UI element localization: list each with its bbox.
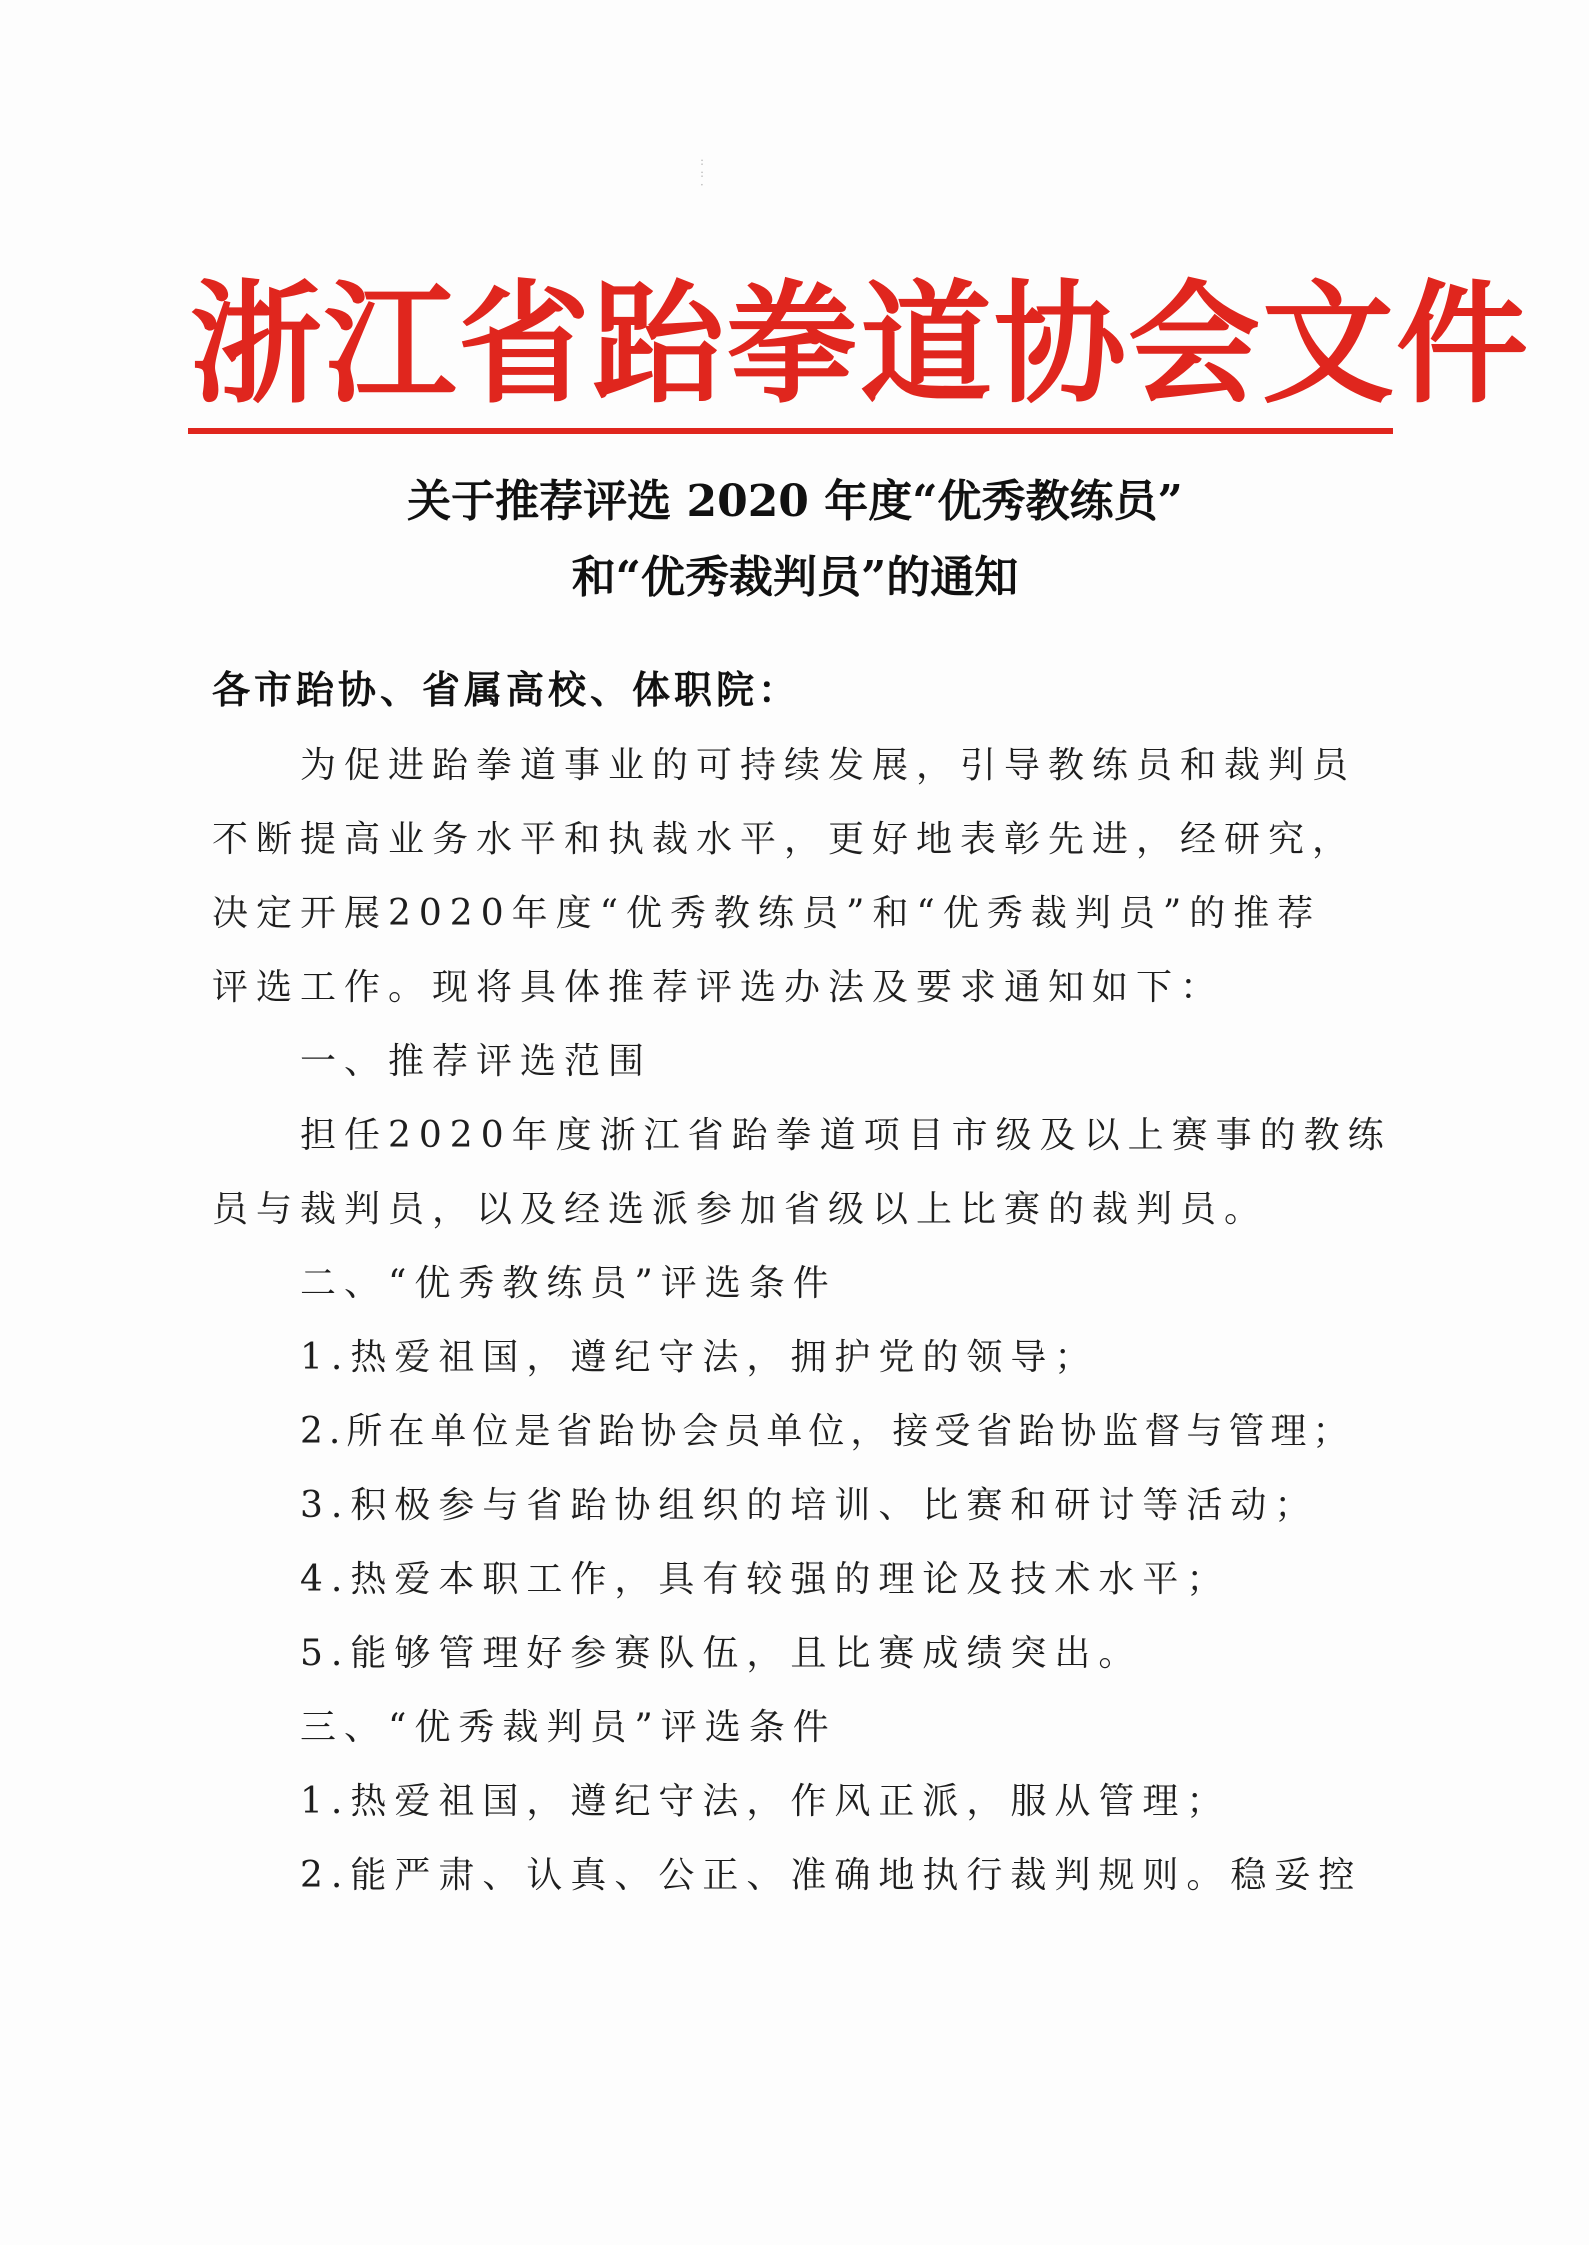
salutation: 各市跆协、省属高校、体职院： — [212, 668, 801, 712]
notice-title-line-2: 和“优秀裁判员”的通知 — [571, 552, 1019, 603]
body-line: 员与裁判员，以及经选派参加省级以上比赛的裁判员。 — [212, 1189, 1269, 1230]
section-heading: 一、推荐评选范围 — [300, 1041, 653, 1082]
notice-title-line-1: 关于推荐评选 2020 年度“优秀教练员” — [407, 476, 1183, 527]
red-divider-rule — [188, 428, 1393, 434]
section-heading: 三、“优秀裁判员”评选条件 — [300, 1707, 837, 1748]
body-line: 评选工作。现将具体推荐评选办法及要求通知如下： — [212, 967, 1225, 1008]
body-line: 担任2020年度浙江省跆拳道项目市级及以上赛事的教练 — [300, 1115, 1392, 1156]
section-heading: 二、“优秀教练员”评选条件 — [300, 1263, 837, 1304]
list-item: 4.热爱本职工作，具有较强的理论及技术水平； — [300, 1559, 1231, 1600]
list-item: 2.能严肃、认真、公正、准确地执行裁判规则。稳妥控 — [300, 1855, 1363, 1896]
scan-mark-decoration: : : · — [700, 154, 705, 192]
list-item: 2.所在单位是省跆协会员单位，接受省跆协监督与管理； — [300, 1411, 1355, 1452]
body-line: 为促进跆拳道事业的可持续发展，引导教练员和裁判员 — [300, 745, 1357, 786]
list-item: 5.能够管理好参赛队伍，且比赛成绩突出。 — [300, 1633, 1143, 1674]
body-line: 决定开展2020年度“优秀教练员”和“优秀裁判员”的推荐 — [212, 893, 1322, 934]
body-line: 不断提高业务水平和执裁水平，更好地表彰先进，经研究， — [212, 819, 1357, 860]
list-item: 3.积极参与省跆协组织的培训、比赛和研讨等活动； — [300, 1485, 1319, 1526]
list-item: 1.热爱祖国，遵纪守法，拥护党的领导； — [300, 1337, 1099, 1378]
list-item: 1.热爱祖国，遵纪守法，作风正派，服从管理； — [300, 1781, 1231, 1822]
masthead-title: 浙江省跆拳道协会文件 — [190, 268, 1530, 422]
